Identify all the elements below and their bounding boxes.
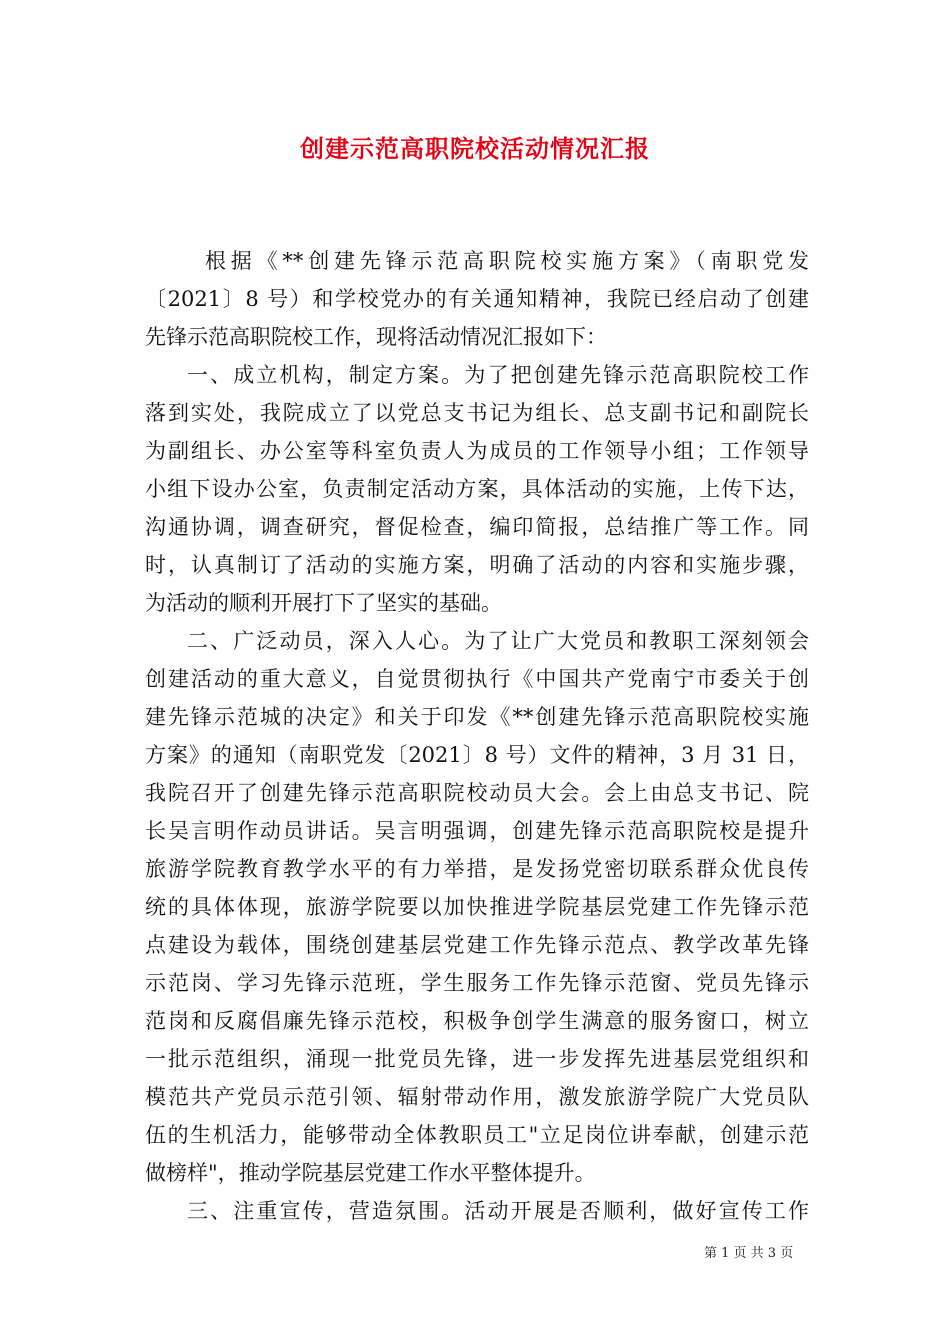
paragraph-line: 方案》的通知（南职党发〔2021〕8 号）文件的精神，3 月 31 日， (145, 743, 809, 767)
paragraph-line: 模范共产党员示范引领、辐射带动作用，激发旅游学院广大党员队 (145, 1085, 809, 1109)
paragraph-line: 我院召开了创建先锋示范高职院校动员大会。会上由总支书记、院 (145, 781, 809, 805)
paragraph-line: 为副组长、办公室等科室负责人为成员的工作领导小组；工作领导 (145, 439, 809, 463)
paragraph-line: 示范岗、学习先锋示范班，学生服务工作先锋示范窗、党员先锋示 (145, 971, 809, 995)
paragraph-line: 根据《**创建先锋示范高职院校实施方案》（南职党发 (205, 249, 809, 273)
paragraph-line: 一、成立机构，制定方案。为了把创建先锋示范高职院校工作 (187, 363, 809, 387)
paragraph-line: 时，认真制订了活动的实施方案，明确了活动的内容和实施步骤， (145, 553, 809, 577)
paragraph-line: 旅游学院教育教学水平的有力举措，是发扬党密切联系群众优良传 (145, 857, 809, 881)
paragraph-line: 二、广泛动员，深入人心。为了让广大党员和教职工深刻领会 (187, 629, 809, 653)
document-body (145, 242, 809, 1230)
page-title: 创建示范高职院校活动情况汇报 (300, 135, 650, 163)
paragraph-line: 一批示范组织，涌现一批党员先锋，进一步发挥先进基层党组织和 (145, 1047, 809, 1071)
paragraph-line: 做榜样"，推动学院基层党建工作水平整体提升。 (145, 1161, 596, 1185)
paragraph-line: 伍的生机活力，能够带动全体教职员工"立足岗位讲奉献，创建示范 (145, 1123, 809, 1147)
paragraph-line: 〔2021〕8 号）和学校党办的有关通知精神，我院已经启动了创建 (145, 287, 809, 311)
paragraph-line: 三、注重宣传，营造氛围。活动开展是否顺利，做好宣传工作 (187, 1199, 809, 1223)
paragraph-line: 落到实处，我院成立了以党总支书记为组长、总支副书记和副院长 (145, 401, 809, 425)
paragraph-line: 小组下设办公室，负责制定活动方案，具体活动的实施，上传下达， (145, 477, 809, 501)
paragraph-line: 沟通协调，调查研究，督促检查，编印简报，总结推广等工作。同 (145, 515, 809, 539)
paragraph-line: 建先锋示范城的决定》和关于印发《**创建先锋示范高职院校实施 (145, 705, 809, 729)
paragraph-line: 长吴言明作动员讲话。吴言明强调，创建先锋示范高职院校是提升 (145, 819, 809, 843)
paragraph-line: 统的具体体现，旅游学院要以加快推进学院基层党建工作先锋示范 (145, 895, 809, 919)
paragraph-line: 为活动的顺利开展打下了坚实的基础。 (145, 591, 502, 615)
page-number: 第 1 页 共 3 页 (704, 1246, 794, 1261)
paragraph-line: 点建设为载体，围绕创建基层党建工作先锋示范点、教学改革先锋 (145, 933, 809, 957)
paragraph-line: 范岗和反腐倡廉先锋示范校，积极争创学生满意的服务窗口，树立 (145, 1009, 809, 1033)
paragraph-line: 创建活动的重大意义，自觉贯彻执行《中国共产党南宁市委关于创 (145, 667, 809, 691)
paragraph-line: 先锋示范高职院校工作，现将活动情况汇报如下： (145, 325, 607, 349)
